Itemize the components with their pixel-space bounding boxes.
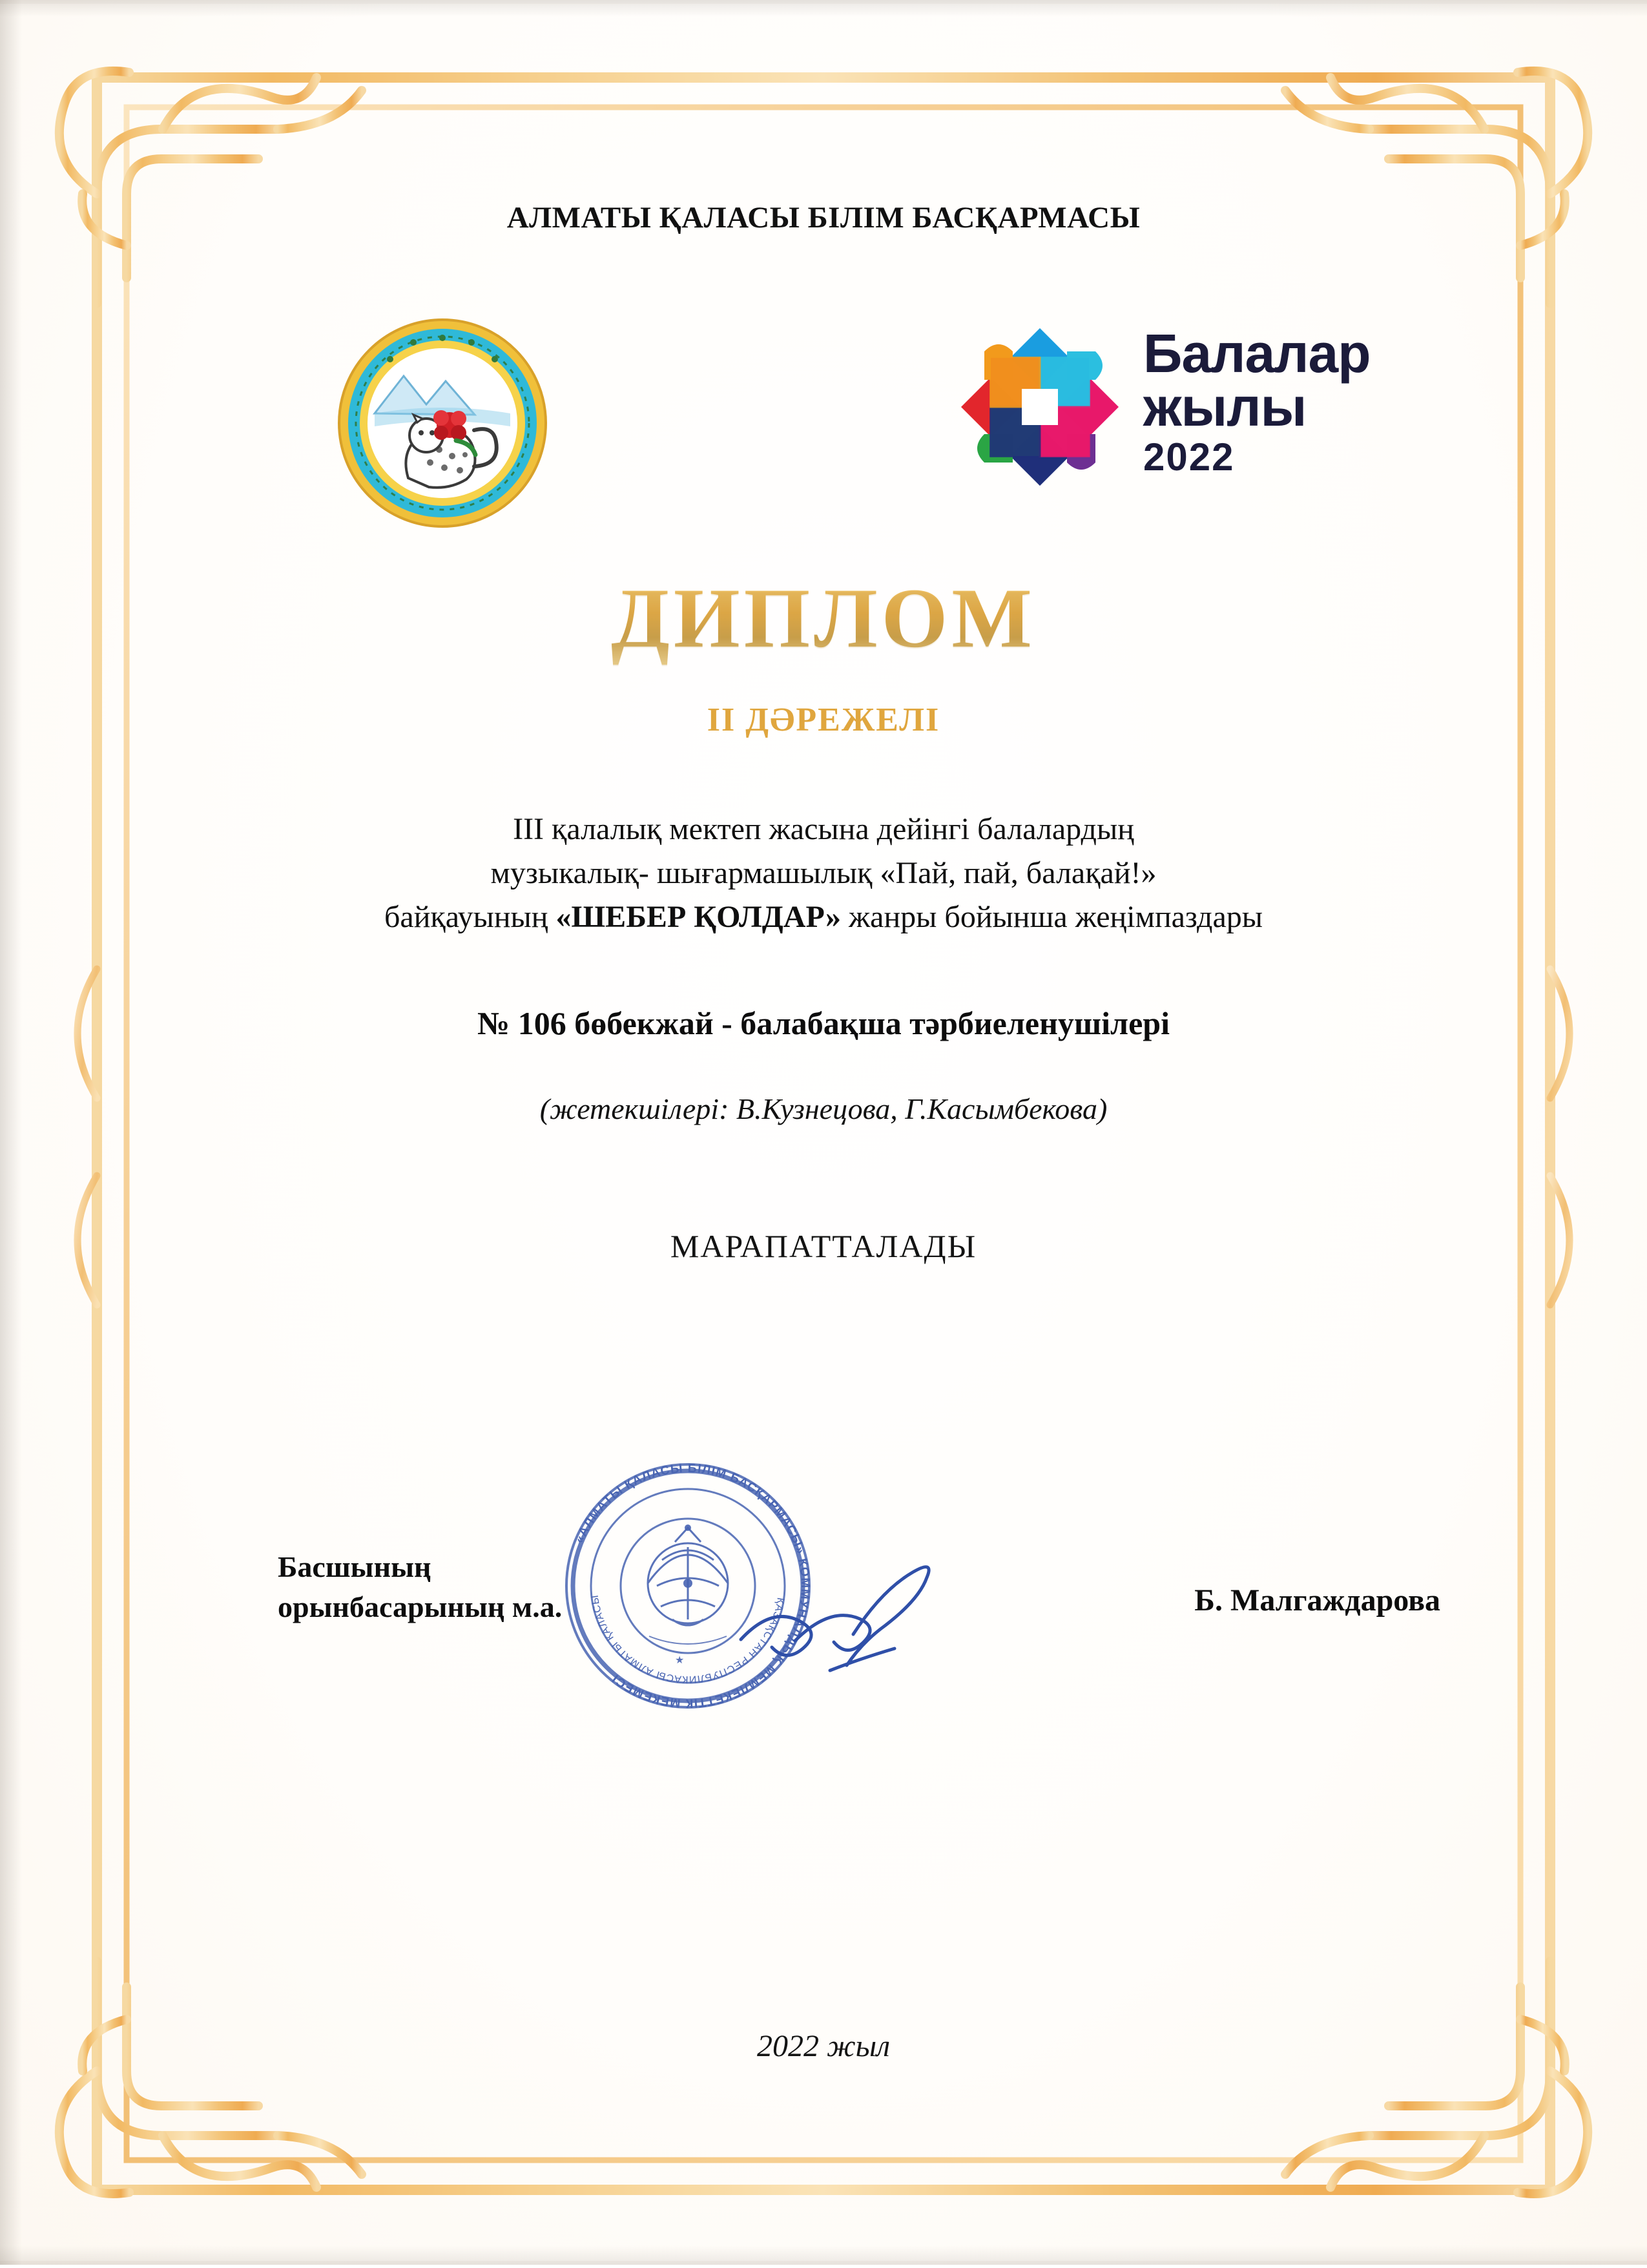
scan-shadow-top: [0, 0, 1647, 17]
description-line-3-post: жанры бойынша жеңімпаздары: [840, 900, 1263, 935]
page-title: ДИПЛОМ: [0, 568, 1647, 667]
degree-label: II ДӘРЕЖЕЛІ: [707, 702, 940, 738]
svg-text:«АЛМАТЫ ҚАЛАСЫ БІЛІМ БАСҚАРМАС: «АЛМАТЫ ҚАЛАСЫ БІЛІМ БАСҚАРМАСЫ» КОММУНАЛДЫҚ МЕМЛЕКЕТТІК МЕКЕМЕСІ: [572, 1461, 813, 1711]
leaders-note: (жетекшілері: В.Кузнецова, Г.Касымбекова): [539, 1092, 1108, 1125]
logo-text-block: [1143, 323, 1371, 479]
signer-title-line-1: Басшының: [278, 1550, 431, 1583]
flower-rosette-icon: [949, 317, 1130, 497]
balalar-zhyly-logo: [949, 310, 1402, 504]
recipient-name: № 106 бөбекжай - балабақша тәрбиеленушілері: [477, 1005, 1170, 1041]
signer-title-line-2: орынбасарының м.а.: [278, 1590, 563, 1624]
svg-text:★: ★: [675, 1655, 685, 1666]
logo-line-1: Балалар: [1143, 323, 1371, 384]
description-line-3: [255, 895, 1392, 939]
awarded-label: МАРАПАТТАЛАДЫ: [670, 1228, 977, 1264]
almaty-coat-of-arms-icon: [336, 317, 549, 530]
organization-title: АЛМАТЫ ҚАЛАСЫ БІЛІМ БАСҚАРМАСЫ: [506, 201, 1141, 234]
competition-genre: «ШЕБЕР ҚОЛДАР»: [555, 900, 841, 935]
description-line-2: музыкалық- шығармашылық «Пай, пай, балақай!»: [490, 856, 1157, 891]
scan-shadow-left: [0, 0, 22, 2265]
description-line-1: III қалалық мектеп жасына дейінгі балалардың: [513, 812, 1134, 846]
signer-name: Б. Малгаждарова: [1194, 1583, 1440, 1618]
svg-text:ҚАЗАҚСТАН РЕСПУБЛИКАСЫ АЛМАТЫ: ҚАЗАҚСТАН РЕСПУБЛИКАСЫ АЛМАТЫ ҚАЛАСЫ: [589, 1594, 786, 1685]
description-line-3-pre: байқауының: [384, 900, 556, 935]
handwritten-signature-icon: [733, 1544, 946, 1692]
scan-shadow-bottom: [0, 2245, 1647, 2265]
description-block: [255, 807, 1392, 939]
issue-year: 2022 жыл: [756, 2029, 891, 2063]
logo-line-3-year: 2022: [1143, 435, 1235, 479]
logo-line-2: жылы: [1143, 377, 1307, 438]
